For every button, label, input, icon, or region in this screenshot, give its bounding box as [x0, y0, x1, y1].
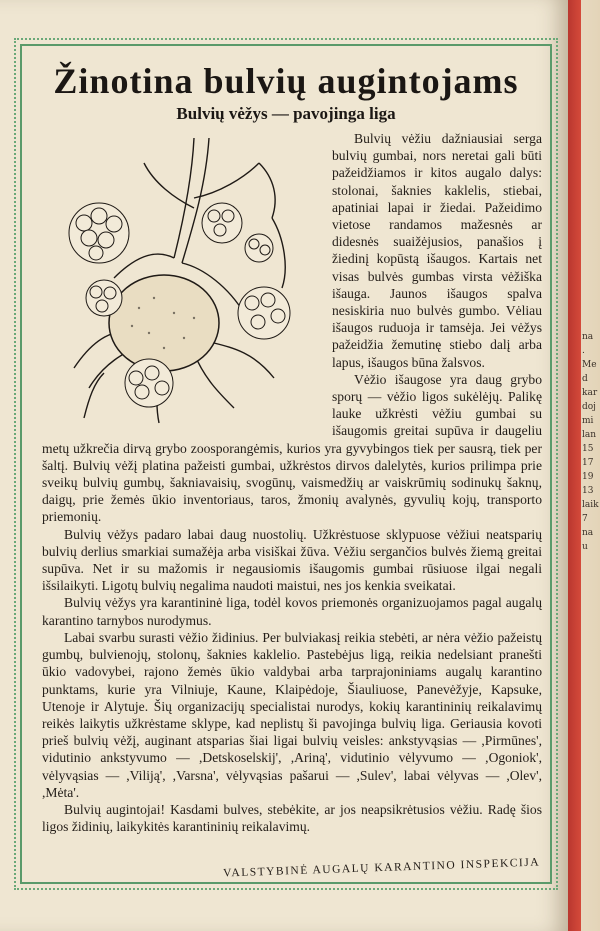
footer-signature: VALSTYBINĖ AUGALŲ KARANTINO INSPEKCIJA: [222, 856, 541, 880]
wart-cluster-4: [238, 287, 290, 339]
wart-cluster-2: [86, 280, 122, 316]
potato-wart-illustration: [44, 138, 314, 428]
article-title: Žinotina bulvių augintojams: [53, 61, 519, 101]
wart-cluster-5: [125, 359, 173, 407]
adjacent-page-text: na . Me d kar doj mi lan 15 17 19 13 laik 7 na u: [582, 332, 599, 552]
adjacent-page-edge: [568, 0, 600, 931]
wart-cluster-3: [202, 203, 242, 243]
paragraph-2: Vėžio išaugose yra daug grybo sporų — vėžio ligos sukėlėjų. Palikę lauke užkrėsti vėžiu gumbai su išaugomis greitai supūva ir daugeliu metų užkrečia dirvą grybo zoosporangėmis, kurios yra gyvybingos tiek per sausrą, tiek per šaltį. Bulvių vėžį platina pažeisti gumbai, užkrėstos dirvos dalelytės, kurios prilimpa prie sveikų bulvių gumbų, šakniavaisių, svogūnų, vaismedžių ar vaiskrūmių sodinukų šaknų, daigų, prie žemės ūkio inventoriaus, taros, žmonių avalynės, gyvulių kojų, transporto priemonių.: [42, 371, 542, 525]
paragraph-1: Bulvių vėžiu dažniausiai serga bulvių gumbai, nors neretai gali būti pažeidžiamos ir kitos augalo dalys: stolonai, šaknies kaklelis, stiebai, apatiniai lapai ir žiedai. Pažeidimo vietose randamos mažesnės ar didesnės suaižėjusios, panašios į žiedinį kopūstą išaugos. Kartais net visas bulvės gumbas virsta vėžiška išauga. Jaunos išaugos spalva nesiskiria nuo bulvės gumbo. Vėliau išaugos ruduoja ir tamsėja. Jei vėžys pažeidžia žemutinę stiebo dalį arba lapus, išaugos būna žalsvos.: [332, 131, 542, 370]
article-subtitle: Bulvių vėžys — pavojinga liga: [176, 104, 396, 123]
paragraph-6: Bulvių augintojai! Kasdami bulves, stebėkite, ar jos neapsikrėtusios vėžiu. Radę šios ligos židinių, laikykitės karantininių reikalavimų.: [42, 801, 542, 835]
paragraph-4: Bulvių vėžys yra karantininė liga, todėl kovos priemonės organizuojamos pagal augalų karantino tarnybos nurodymus.: [42, 595, 542, 628]
article-frame: [20, 44, 552, 884]
wart-cluster-1: [69, 203, 129, 263]
paragraph-5: Labai svarbu surasti vėžio židinius. Per bulviakasį reikia stebėti, ar nėra vėžio pažeistų gumbų, bulvienojų, stolonų, šaknies kaklelio. Pastebėjus ligą, reikia nedelsiant pranešti ūkio vadovybei, rajono žemės ūkio valdybai arba tarprajoniniams augalų karantino punktams, kurie yra Vilniuje, Kaune, Klaipėdoje, Šiauliuose, Panevėžyje, Kapsuke, Utenoje ir Alytuje. Šių organizacijų specialistai nurodys, kokių karantininių reikalavimų reikės laikytis užkrėstame sklype, kad neplistų ši pavojinga bulvių liga. Geriausia kovoti prieš bulvių vėžį, auginant atsparias šiai ligai bulvių veisles: ankstyvąsias — ,Pirmūnes', vidutinio ankstyvumo — ,Detskoselskij', ,Ariną', vidutinio vėlyvumo — ,Ogoniok', vėlyvąsias — ,Viliją', ,Varsna', vėlyvąsias pašarui — ,Sulev', labai vėlyvas — ,Olev', ,Mėta'.: [42, 629, 542, 800]
wart-cluster-6: [245, 234, 273, 262]
paragraph-3: Bulvių vėžys padaro labai daug nuostolių. Užkrėstuose sklypuose vėžiui neatsparių bulvių derlius smarkiai sumažėja arba visiškai žūva. Vėžiu sergančios bulvės žiemą greitai supūva. Net ir su mažomis ir negausiomis išaugomis gumbai rūsiuose ilgai negali išsilaikyti. Ligotų bulvių negalima naudoti maistui, nes jos kenkia sveikatai.: [42, 526, 542, 594]
